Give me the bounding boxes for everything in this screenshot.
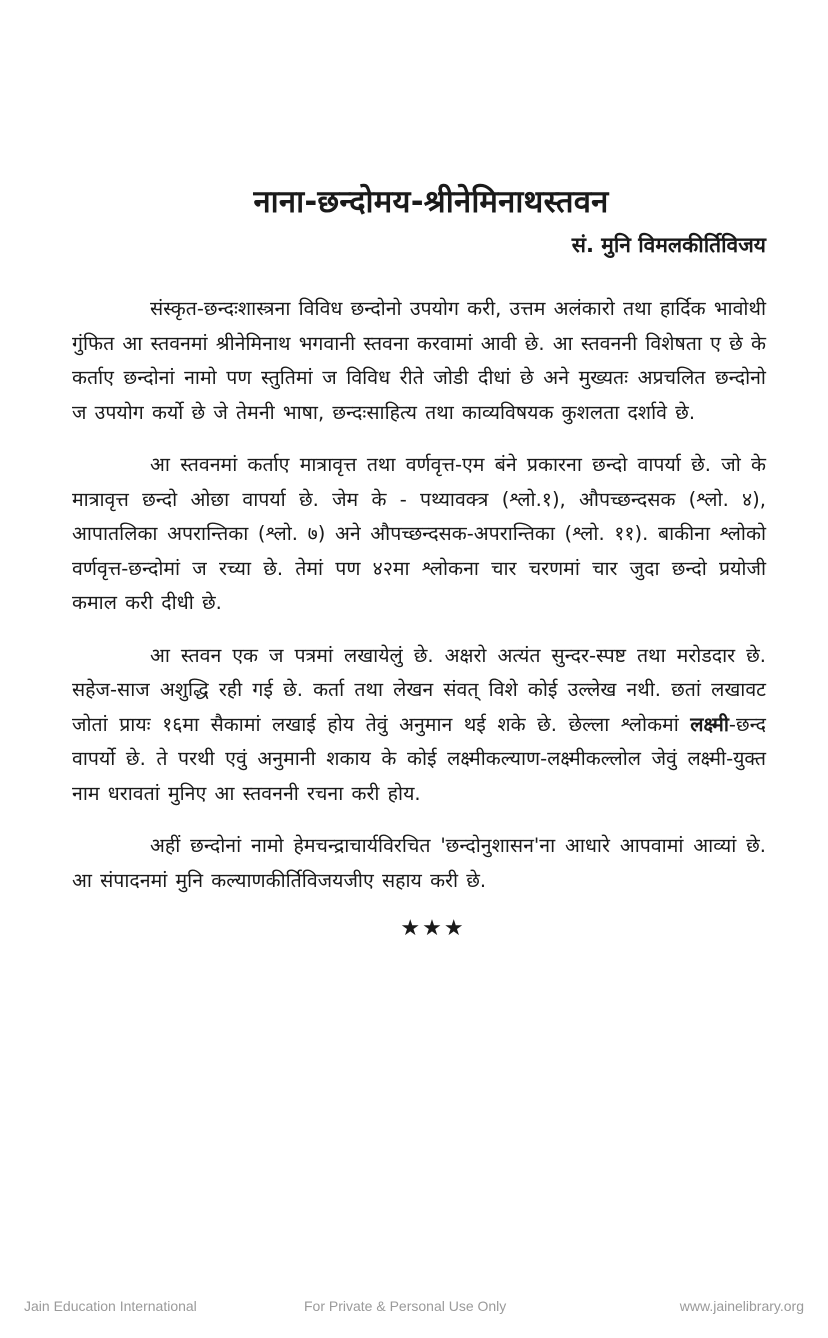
paragraph-manuscript-part1: आ स्तवन एक ज पत्रमां लखायेलुं छे. अक्षरो अत्यंत सुन्दर-स्पष्ट तथा मरोडदार छे. सहेज-साज अशुद्धि रही गई छे. कर्ता तथा लेखन संवत् विशे कोई उल्लेख नथी. छतां लखावट जोतां प्रायः १६मा सैकामां लखाई होय तेवुं अनुमान थई शके छे. छेल्ला श्लोकमां — [72, 643, 766, 736]
editor-byline: सं. मुनि विमलकीर्तिविजय — [571, 233, 766, 257]
document-page — [72, 180, 766, 941]
footer-website-link[interactable]: www.jainelibrary.org — [679, 1298, 804, 1314]
bold-term-lakshmi: लक्ष्मी — [690, 712, 729, 736]
page-footer — [0, 1298, 828, 1318]
footer-publisher: Jain Education International — [24, 1298, 197, 1314]
paragraph-manuscript — [72, 639, 766, 812]
document-body — [72, 292, 766, 898]
paragraph-manuscript-part2: -छन्द वापर्यो छे. ते परथी एवुं अनुमानी शकाय के कोई लक्ष्मीकल्याण-लक्ष्मीकल्लोल जेवुं लक्ष्मी-युक्त नाम धरावतां मुनिए आ स्तवननी रचना करी होय. — [72, 712, 766, 805]
paragraph-acknowledgement: अहीं छन्दोनां नामो हेमचन्द्राचार्यविरचित 'छन्दोनुशासन'ना आधारे आपवामां आव्यां छे. आ संपादनमां मुनि कल्याणकीर्तिविजयजीए सहाय करी छे. — [72, 834, 766, 892]
end-mark-stars: ★★★ — [400, 916, 466, 941]
document-title: नाना-छन्दोमय-श्रीनेमिनाथस्तवन — [253, 184, 609, 220]
footer-usage-notice: For Private & Personal Use Only — [304, 1298, 507, 1314]
paragraph-intro: संस्कृत-छन्दःशास्त्रना विविध छन्दोनो उपयोग करी, उत्तम अलंकारो तथा हार्दिक भावोथी गुंफित आ स्तवनमां श्रीनेमिनाथ भगवानी स्तवना करवामां आवी छे. आ स्तवननी विशेषता ए छे के कर्ताए छन्दोनां नामो पण स्तुतिमां ज विविध रीते जोडी दीधां छे अने मुख्यतः अप्रचलित छन्दोनो ज उपयोग कर्यो छे जे तेमनी भाषा, छन्दःसाहित्य तथा काव्यविषयक कुशलता दर्शावे छे. — [72, 297, 766, 424]
paragraph-meters: आ स्तवनमां कर्ताए मात्रावृत्त तथा वर्णवृत्त-एम बंने प्रकारना छन्दो वापर्या छे. जो के मात्रावृत्त छन्दो ओछा वापर्या छे. जेम के - पथ्यावक्त्र (श्लो.१), औपच्छन्दसक (श्लो. ४), आपातलिका अपरान्तिका (श्लो. ७) अने औपच्छन्दसक-अपरान्तिका (श्लो. ११). बाकीना श्लोको वर्णवृत्त-छन्दोमां ज रच्या छे. तेमां पण ४२मा श्लोकना चार चरणमां चार जुदा छन्दो प्रयोजी कमाल करी दीधी छे. — [72, 453, 766, 614]
